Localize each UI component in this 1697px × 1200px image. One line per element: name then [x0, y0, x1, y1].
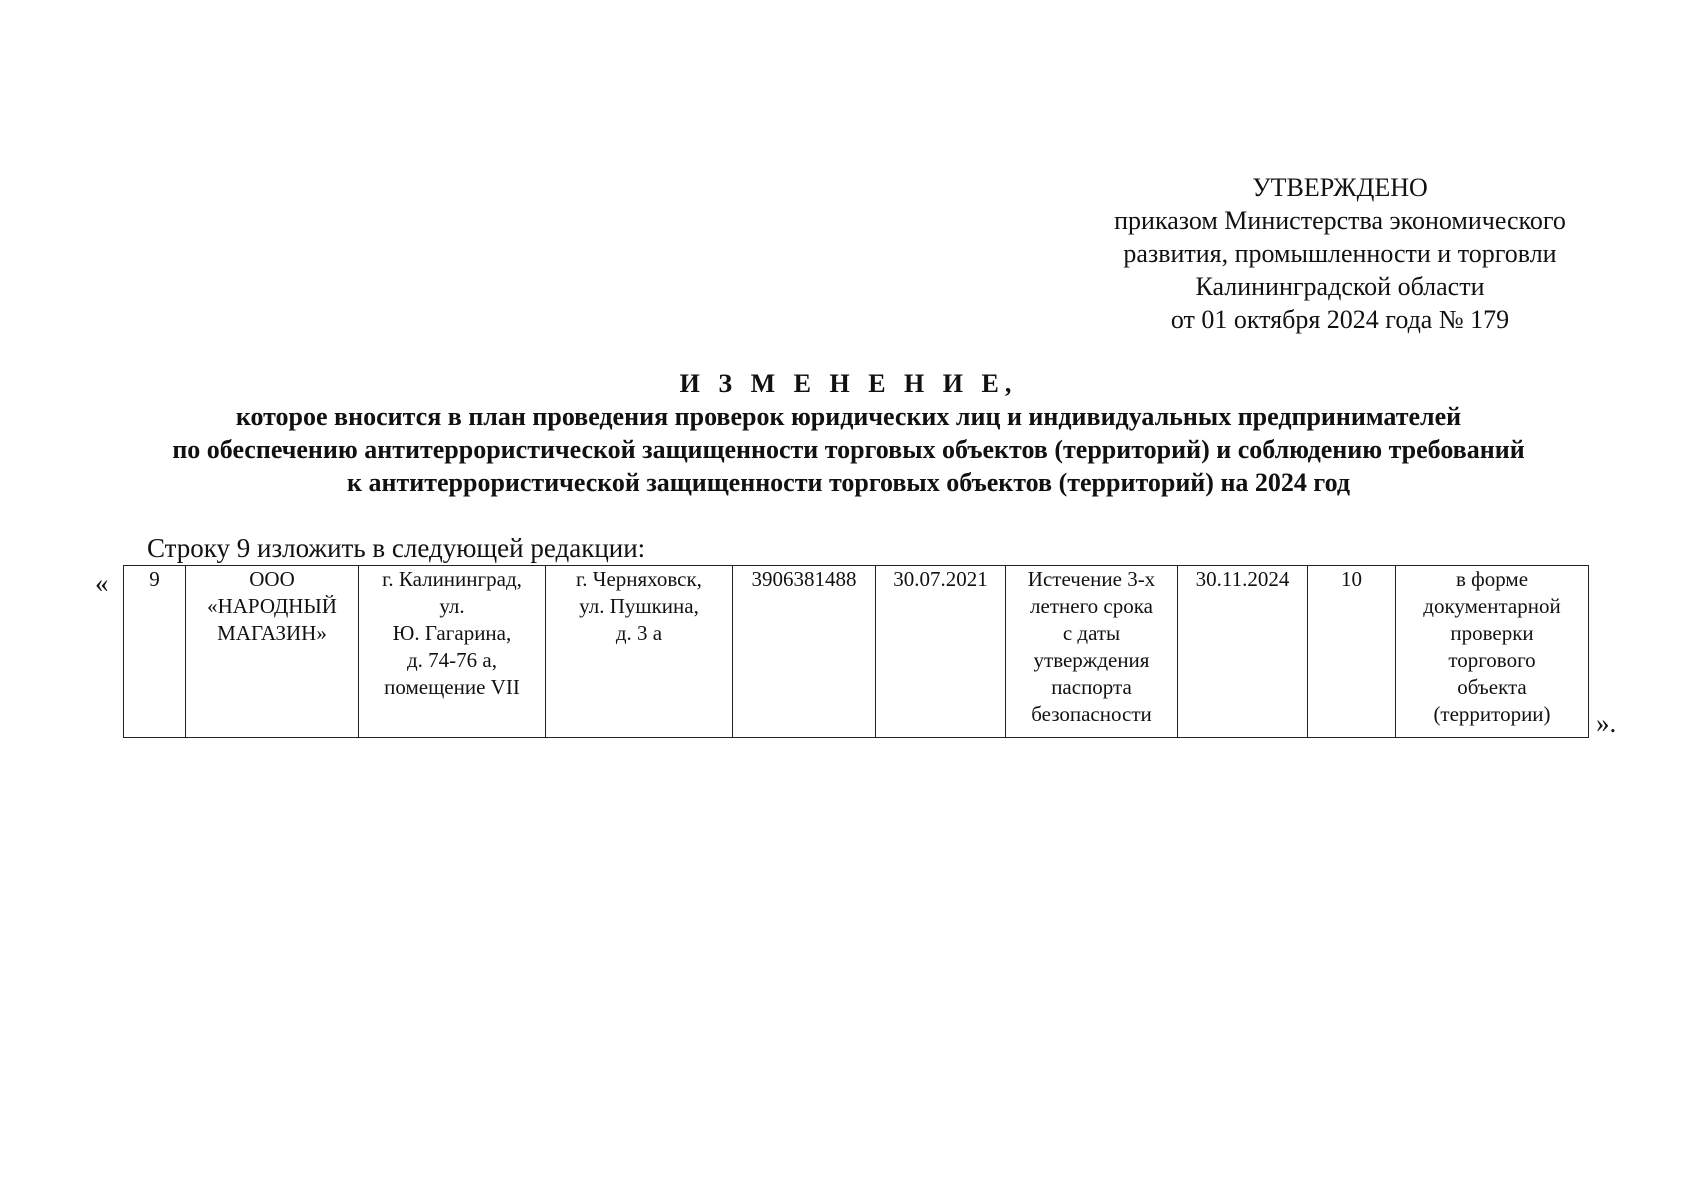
approval-line: от 01 октября 2024 года № 179	[1170, 305, 1510, 334]
heading-line: к антитеррористической защищенности торговых объектов (территорий) на 2024 год	[347, 468, 1350, 497]
closing-quote: ».	[1596, 708, 1617, 738]
approval-line: развития, промышленности и торговли	[1123, 239, 1557, 268]
cell-object-address: г. Черняховск, ул. Пушкина, д. 3 а	[546, 566, 733, 738]
cell-number: 9	[124, 566, 186, 738]
cell-form: в форме документарной проверки торгового объекта (территории)	[1396, 566, 1589, 738]
approval-line: УТВЕРЖДЕНО	[1252, 173, 1428, 202]
cell-inn: 3906381488	[733, 566, 876, 738]
document-heading	[0, 367, 1697, 499]
table-row	[124, 566, 1589, 738]
cell-duration: 10	[1308, 566, 1396, 738]
plan-row-table	[123, 565, 1589, 738]
heading-line: по обеспечению антитеррористической защищенности торговых объектов (территорий) и соблюдению требований	[172, 435, 1525, 464]
heading-line: которое вносится в план проведения проверок юридических лиц и индивидуальных предпринимателей	[235, 402, 1462, 431]
cell-basis: Истечение 3-х летнего срока с даты утверждения паспорта безопасности	[1006, 566, 1178, 738]
cell-organization: ООО «НАРОДНЫЙ МАГАЗИН»	[186, 566, 359, 738]
document-title: И З М Е Н Е Н И Е,	[679, 369, 1018, 398]
opening-quote: «	[95, 568, 109, 598]
instruction-text: Строку 9 изложить в следующей редакции:	[147, 533, 646, 563]
approval-block	[1080, 171, 1600, 336]
approval-line: приказом Министерства экономического	[1114, 206, 1566, 235]
cell-check-date: 30.11.2024	[1178, 566, 1308, 738]
cell-date: 30.07.2021	[876, 566, 1006, 738]
cell-legal-address: г. Калининград, ул. Ю. Гагарина, д. 74-76 а, помещение VII	[359, 566, 546, 738]
approval-line: Калининградской области	[1195, 272, 1485, 301]
